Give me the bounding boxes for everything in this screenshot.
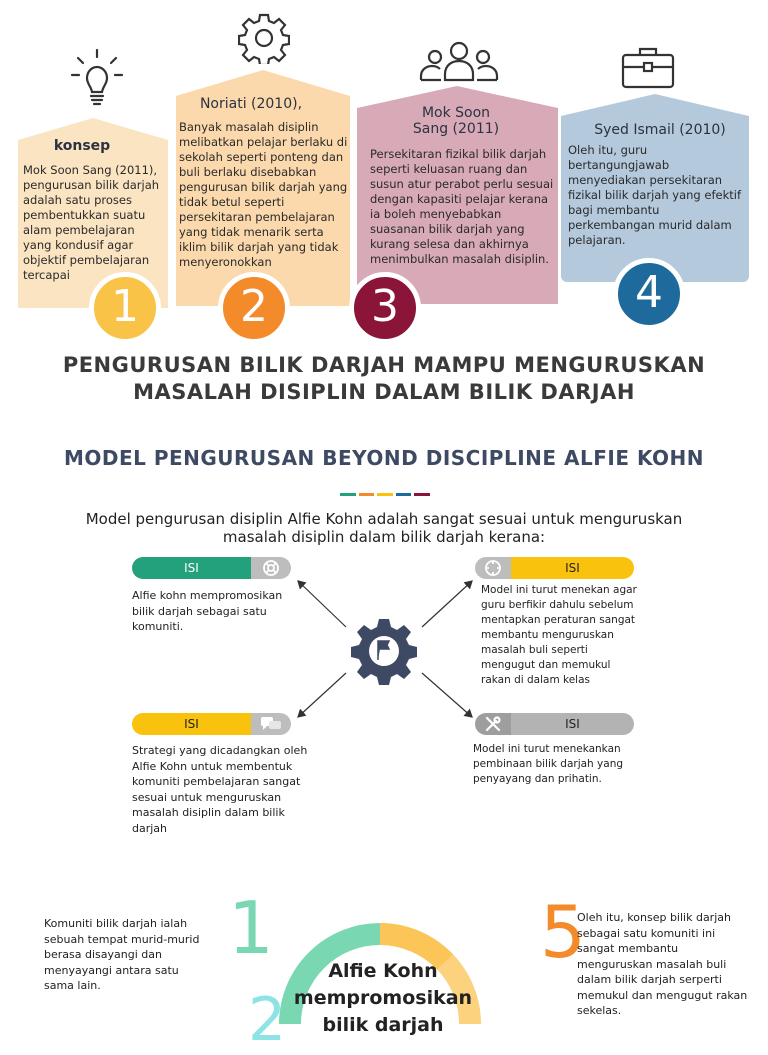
timeline-card-2-title: Noriati (2010),	[199, 96, 303, 112]
isi-pill-1	[132, 557, 291, 579]
big-number-2-partial: 2	[248, 985, 287, 1055]
isi-label-3: ISI	[132, 713, 251, 735]
briefcase-icon	[620, 44, 676, 90]
timeline-number-1: 1	[89, 272, 161, 344]
isi-label-1: ISI	[132, 557, 251, 579]
big-number-5: 5	[540, 890, 586, 974]
gear-icon	[238, 12, 290, 64]
isi-text-1: Alfie kohn mempromosikan bilik darjah sebagai satu komuniti.	[132, 589, 283, 633]
lifebuoy-icon	[251, 557, 291, 579]
bottom-center-text: Alfie Kohn mempromosikan bilik darjah	[293, 960, 473, 1036]
bottom-left-text: Komuniti bilik darjah ialah sebuah tempat murid-murid berasa disayangi dan menyayangi antara satu sama lain.	[44, 917, 200, 992]
timeline-card-4-title: Syed Ismail (2010)	[594, 122, 726, 138]
central-gear-flag-icon	[350, 617, 418, 685]
isi-pill-3	[132, 713, 291, 735]
timeline-number-3: 3	[349, 272, 421, 344]
isi-label-2: ISI	[511, 557, 634, 579]
timeline-card-1-text: Mok Soon Sang (2011), pengurusan bilik darjah adalah satu proses pembentukkan suatu alam pembelajaran yang kondusif agar objektif pembelajaran tercapai	[23, 163, 160, 282]
intro-text: Model pengurusan disiplin Alfie Kohn adalah sangat sesuai untuk menguruskan masalah disiplin dalam bilik darjah kerana:	[85, 510, 683, 546]
main-heading: PENGURUSAN BILIK DARJAH MAMPU MENGURUSKAN MASALAH DISIPLIN DALAM BILIK DARJAH	[62, 353, 706, 404]
isi-text-4: Model ini turut menekankan pembinaan bilik darjah yang penyayang dan prihatin.	[473, 743, 624, 785]
bottom-right-text: Oleh itu, konsep bilik darjah sebagai satu komuniti ini sangat membantu menguruskan masalah buli dalam bilik darjah serperti memukul dan mengugut rakan sekelas.	[577, 911, 748, 1017]
timeline-card-3-title: Mok Soon Sang (2011)	[412, 105, 500, 137]
lightbulb-icon	[70, 48, 124, 110]
big-number-1: 1	[228, 886, 274, 970]
model-heading: MODEL PENGURUSAN BEYOND DISCIPLINE ALFIE KOHN	[63, 446, 705, 470]
isi-pill-4	[475, 713, 634, 735]
isi-pill-2	[475, 557, 634, 579]
isi-text-3: Strategi yang dicadangkan oleh Alfie Kohn untuk membentuk komuniti pembelajaran sangat sesuai untuk menguruskan masalah disiplin dalam bilik darjah	[132, 744, 308, 835]
timeline-number-4: 4	[613, 258, 685, 330]
compass-icon	[475, 557, 511, 579]
tools-icon	[475, 713, 511, 735]
chat-icon	[251, 713, 291, 735]
isi-label-4: ISI	[511, 713, 634, 735]
people-icon	[417, 40, 501, 84]
timeline-card-4-text: Oleh itu, guru bertangungjawab menyediakan persekitaran fizikal bilik darjah yang efektif bagi membantu perkembangan murid dalam pelajaran.	[568, 143, 741, 247]
timeline-card-2-text: Banyak masalah disiplin melibatkan pelajar berlaku di sekolah seperti ponteng dan buli berlaku disebabkan pengurusan bilik darjah yang tidak betul seperti persekitaran pembelajaran yang tidak menarik serta iklim bilik darjah yang tidak menyeronokkan	[179, 120, 348, 269]
timeline-number-2: 2	[218, 272, 290, 344]
heading-underline	[340, 493, 430, 496]
timeline-card-3-text: Persekitaran fizikal bilik darjah seperti keluasan ruang dan susun atur perabot perlu sesuai dengan kapasiti pelajar kerana ia boleh menyebabkan suasanan bilik darjah yang kurang selesa dan akhirnya menimbulkan masalah disiplin.	[370, 147, 554, 266]
timeline-card-1-title: konsep	[53, 138, 111, 154]
isi-text-2: Model ini turut menekan agar guru berfikir dahulu sebelum mentapkan peraturan sangat membantu menguruskan masalah buli seperti mengugut dan memukul rakan di dalam kelas	[481, 584, 637, 686]
